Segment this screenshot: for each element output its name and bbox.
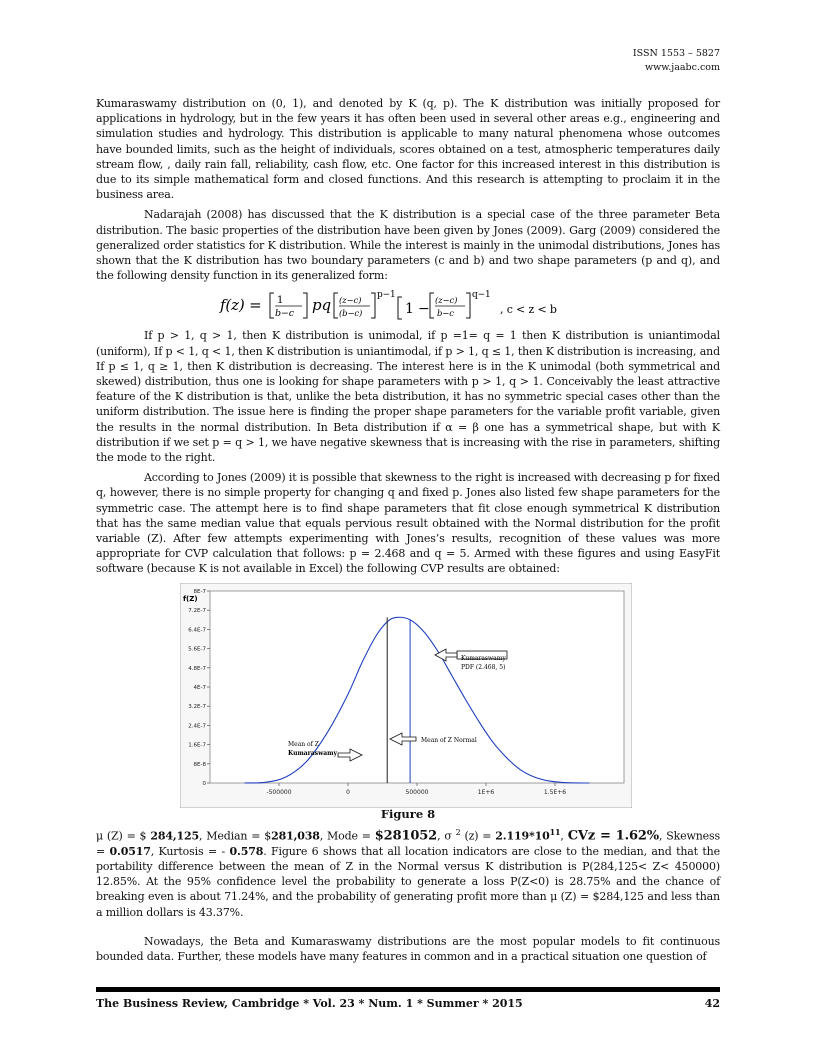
after-figure-text	[96, 825, 720, 978]
paragraph-4: According to Jones (2009) it is possible that skewness to the right is increased with decreasing p for fixed q, however, there is no simple property for changing q and fixed p. Jones also listed few shape parameters for the symmetric case. The attempt here is to find shape parameters that fit close enough symmetrical K distribution that has the same median value that equals pervious result obtained with the Normal distribution for the profit variable (Z). After few attempts experimenting with Jones’s results, recognition of these values was more appropriate for CVP calculation that follows: p = 2.468 and q = 5. Armed with these figures and using EasyFit software (because K is not available in Excel) the following CVP results are obtained:	[96, 471, 720, 576]
plot-area	[210, 591, 624, 783]
mean-kumaraswamy-label-1: Mean of Z	[288, 741, 319, 748]
y-axis-label: f(Z)	[183, 595, 198, 603]
stat-part: , Kurtosis = -	[150, 844, 230, 858]
footer-rule	[96, 987, 720, 992]
mean-normal-label: Mean of Z Normal	[421, 737, 477, 744]
figure-caption: Figure 8	[380, 807, 436, 821]
y-tick-label: 7.2E-7	[188, 608, 206, 615]
y-tick-label: 2.4E-7	[188, 723, 206, 730]
x-tick-label: 1.5E+6	[543, 789, 567, 796]
x-tick-label: 1E+6	[477, 789, 495, 796]
stat-part: , σ	[437, 829, 456, 843]
stat-part: μ (Z) = $	[96, 829, 151, 843]
stat-part: 284,125	[150, 829, 200, 843]
stat-part: 0.578	[229, 844, 264, 858]
y-tick-label: 1.6E-7	[188, 742, 206, 749]
page-header	[633, 47, 720, 75]
stat-part: CVz = 1.62%	[567, 828, 659, 844]
svg-text:(z−c): (z−c)	[339, 296, 362, 307]
x-tick-label: -500000	[266, 789, 292, 796]
stat-part: 2.119*10	[495, 829, 550, 843]
svg-text:1 −: 1 −	[405, 301, 430, 318]
y-tick-label: 5.6E-7	[188, 646, 206, 653]
svg-text:q−1: q−1	[472, 290, 491, 301]
y-tick-label: 6.4E-7	[188, 627, 206, 634]
page-footer	[96, 997, 720, 1010]
svg-text:pq: pq	[312, 296, 331, 315]
main-text	[96, 96, 720, 582]
stat-part: ,	[560, 829, 568, 843]
svg-text:p−1: p−1	[377, 290, 396, 301]
svg-text:(b−c): (b−c)	[339, 309, 363, 320]
issn: ISSN 1553 – 5827	[632, 48, 720, 59]
stat-part: , Mode =	[319, 829, 375, 843]
stat-part: , Median = $	[199, 829, 272, 843]
stat-part: (z) =	[460, 829, 496, 843]
svg-text:f(z) =: f(z) =	[220, 296, 262, 315]
stat-part: , Skewness =	[96, 829, 721, 858]
stat-part: $281052	[374, 828, 438, 844]
y-tick-label: 8E-7	[193, 589, 206, 595]
kumaraswamy-label-1: Kumaraswamy	[461, 655, 506, 662]
kumaraswamy-chart	[180, 583, 632, 808]
paragraph-2: Nadarajah (2008) has discussed that the K distribution is a special case of the three parameter Beta distribution. The basic properties of the distribution have been given by Jones (2009). Garg (2009) considered the generalized order statistics for K distribution. While the interest is mainly in the unimodal distributions, Jones has shown that the K distribution has two boundary parameters (c and b) and two shape parameters (p and q), and the following density function in its generalized form:	[96, 208, 720, 283]
journal-citation: The Business Review, Cambridge * Vol. 23 * Num. 1 * Summer * 2015	[96, 997, 523, 1010]
closing-paragraph: Nowadays, the Beta and Kumaraswamy distributions are the most popular models to fit continuous bounded data. Further, these models have many features in common and in a practical situation one question of	[96, 934, 720, 964]
svg-text:b−c: b−c	[275, 308, 294, 320]
stat-part: 0.0517	[109, 844, 151, 858]
statistics-paragraph	[96, 825, 720, 920]
y-tick-label: 3.2E-7	[188, 704, 206, 711]
page-number: 42	[704, 997, 720, 1010]
svg-text:1: 1	[277, 295, 284, 307]
stat-part: 11	[549, 827, 561, 837]
mean-kumaraswamy-label-2: Kumaraswamy	[288, 750, 337, 757]
figure-8	[180, 583, 632, 808]
stat-part: 281,038	[271, 829, 320, 843]
kumaraswamy-label-2: PDF (2.468, 5)	[461, 664, 506, 671]
y-tick-label: 0	[202, 781, 206, 787]
y-tick-label: 4E-7	[193, 685, 206, 691]
paragraph-1: Kumaraswamy distribution on (0, 1), and denoted by K (q, p). The K distribution was initially proposed for applications in hydrology, but in the few years it has often been used in several other areas e.g., engineering and simulation studies and hydrology. This distribution is applicable to many natural phenomena whose outcomes have bounded limits, such as the height of individuals, scores obtained on a test, atmospheric temperatures daily stream flow, , daily rain fall, reliability, cash flow, etc. One factor for this increased interest in this distribution is due to its simple mathematical form and closed functions. And this research is attempting to proclaim it in the business area.	[96, 97, 720, 202]
x-tick-label: 0	[346, 789, 350, 796]
stat-part: . Figure 6 shows that all location indicators are close to the median, and that the portability difference between the mean of Z in the Normal versus K distribution is P(284,125< Z< 450000) 12.85%. At the 95% confidence level the probability to generate a loss P(Z<0) is 28.75% and the chance of breaking even is about 71.24%, and the probability of generating profit more than μ (Z) = $284,125 and less than a million dollars is 43.37%.	[96, 844, 720, 919]
svg-text:(z−c): (z−c)	[435, 296, 458, 307]
x-tick-label: 500000	[405, 789, 429, 796]
equation-graphic	[208, 288, 608, 322]
paragraph-3: If p > 1, q > 1, then K distribution is unimodal, if p =1= q = 1 then K distribution is uniantimodal (uniform), If p < 1, q < 1, then K distribution is uniantimodal, if p > 1, q ≤ 1, then K distribution is increasing, and If p ≤ 1, q ≥ 1, then K distribution is decreasing. The interest here is in the K unimodal (both symmetrical and skewed) distribution, thus one is looking for shape parameters with p > 1, q > 1. Conceivably the least attractive feature of the K distribution is that, unlike the beta distribution, it has no symmetric special cases other than the uniform distribution. The issue here is finding the proper shape parameters for the variable profit variable, given the results in the normal distribution. In Beta distribution if α = β one has a symmetrical shape, but with K distribution if we set p = q > 1, we have negative skewness that is increasing with the rise in parameters, shifting the mode to the right.	[96, 329, 720, 465]
density-equation	[96, 288, 720, 322]
y-tick-label: 8E-8	[193, 761, 206, 768]
svg-text:b−c: b−c	[437, 309, 454, 320]
y-tick-label: 4.8E-7	[188, 665, 206, 672]
equation-condition: , c < z < b	[500, 303, 557, 317]
website: www.jaabc.com	[644, 62, 720, 73]
stat-part: 2	[455, 828, 461, 837]
